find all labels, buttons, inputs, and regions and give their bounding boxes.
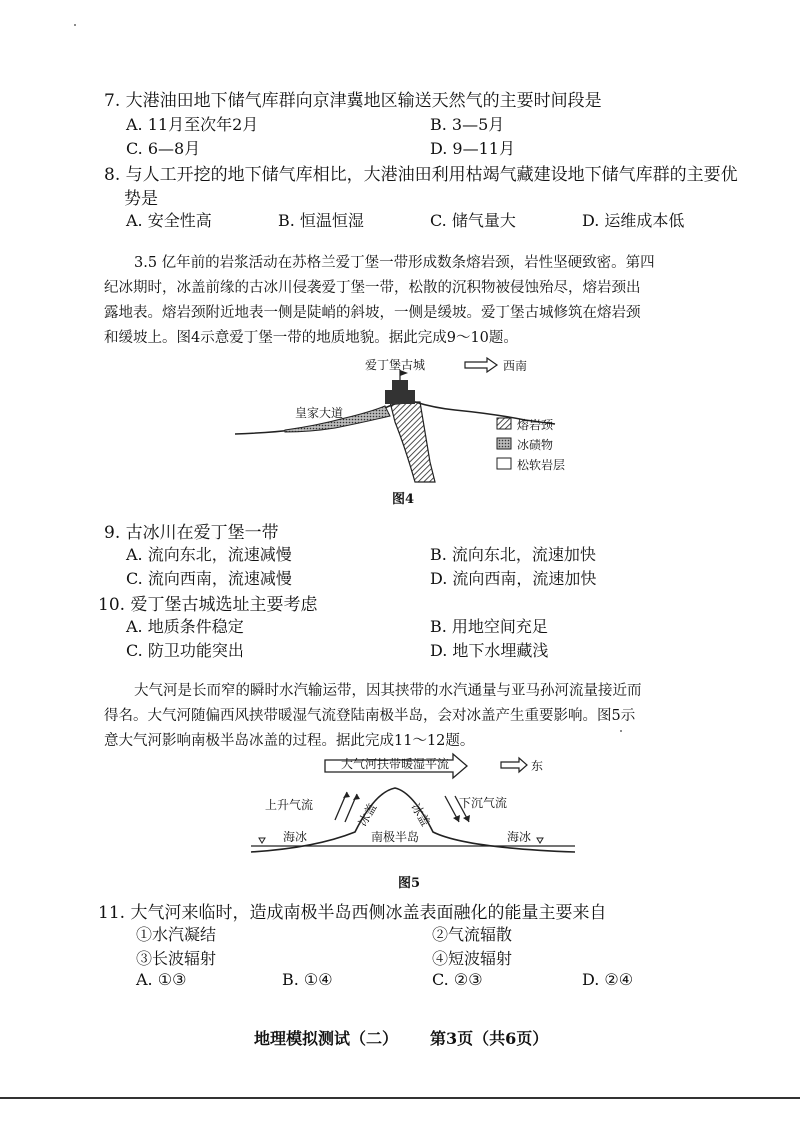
figure-5 [245, 752, 585, 872]
question-7-option-b[interactable]: B. 3—5月 [430, 115, 505, 134]
question-7-option-d[interactable]: D. 9—11月 [430, 139, 515, 158]
question-9-option-d[interactable]: D. 流向西南，流速加快 [430, 569, 597, 588]
east-arrow-icon [501, 758, 527, 772]
passage-2-line2: 得名。大气河随偏西风挟带暖湿气流登陆南极半岛，会对冰盖产生重要影响。图5示 [104, 708, 636, 724]
question-9-stem: 9. 古冰川在爱丁堡一带 [104, 523, 279, 543]
footer-page-number: 第3页（共6页） [430, 1029, 549, 1048]
scan-speck [620, 730, 622, 732]
figure-5-peninsula-label: 南极半岛 [371, 830, 420, 844]
figure-5-sea-ice-left-label: 海冰 [283, 830, 308, 844]
footer-subject: 地理模拟测试（二） [254, 1029, 399, 1048]
figure-5-caption: 图5 [398, 876, 421, 891]
question-8-option-a[interactable]: A. 安全性高 [126, 211, 212, 230]
question-8-stem-line1: 8. 与人工开挖的地下储气库相比，大港油田利用枯竭气藏建设地下储气库群的主要优 [104, 165, 738, 185]
question-11-stem: 11. 大气河来临时，造成南极半岛西侧冰盖表面融化的能量主要来自 [98, 903, 607, 923]
question-9-option-a[interactable]: A. 流向东北，流速减慢 [126, 545, 292, 564]
castle-tower [392, 380, 408, 392]
sea-ice-marker-right-icon [537, 838, 543, 843]
passage-1-line2: 纪冰期时，冰盖前缘的古冰川侵袭爱丁堡一带，松散的沉积物被侵蚀殆尽，熔岩颈出 [104, 280, 641, 296]
legend-moraine: 冰碛物 [517, 438, 554, 452]
question-11-item-4: ④短波辐射 [432, 949, 513, 968]
question-11-item-1: ①水汽凝结 [136, 925, 217, 944]
question-7-stem: 7. 大港油田地下储气库群向京津冀地区输送天然气的主要时间段是 [104, 91, 602, 111]
direction-arrow-icon [465, 358, 497, 372]
question-7-option-c[interactable]: C. 6—8月 [126, 139, 201, 158]
question-8-stem-line2: 势是 [124, 189, 158, 209]
figure-4-caption: 图4 [392, 492, 415, 507]
question-11-option-a[interactable]: A. ①③ [136, 970, 187, 989]
lava-neck [390, 402, 435, 482]
question-7-option-a[interactable]: A. 11月至次年2月 [126, 115, 259, 134]
passage-2-line3: 意大气河影响南极半岛冰盖的过程。据此完成11～12题。 [104, 733, 475, 749]
question-10-option-a[interactable]: A. 地质条件稳定 [126, 617, 244, 636]
passage-1-line4: 和缓坡上。图4示意爱丁堡一带的地质地貌。据此完成9～10题。 [104, 330, 518, 346]
question-8-option-d[interactable]: D. 运维成本低 [582, 211, 685, 230]
legend-swatch-moraine [497, 438, 511, 449]
sea-ice-marker-left-icon [259, 838, 265, 843]
question-11-item-3: ③长波辐射 [136, 949, 217, 968]
figure-4-direction-label: 西南 [503, 359, 528, 373]
castle-wall [385, 390, 415, 404]
question-9-option-c[interactable]: C. 流向西南，流速减慢 [126, 569, 292, 588]
question-9-option-b[interactable]: B. 流向东北，流速加快 [430, 545, 596, 564]
question-8-option-c[interactable]: C. 储气量大 [430, 211, 516, 230]
scan-speck [74, 24, 76, 26]
figure-4-road-label: 皇家大道 [295, 406, 344, 420]
question-10-stem: 10. 爱丁堡古城选址主要考虑 [98, 595, 318, 615]
figure-5-ice-left-label: 冰盖 [355, 800, 380, 829]
figure-5-ice-right-label: 冰盖 [408, 800, 433, 829]
question-8-option-b[interactable]: B. 恒温恒湿 [278, 211, 364, 230]
question-10-option-d[interactable]: D. 地下水埋藏浅 [430, 641, 549, 660]
figure-4 [225, 352, 585, 492]
question-11-item-2: ②气流辐散 [432, 925, 513, 944]
passage-1-line1: 3.5 亿年前的岩浆活动在苏格兰爱丁堡一带形成数条熔岩颈，岩性坚硬致密。第四 [134, 255, 655, 271]
figure-5-sea-ice-right-label: 海冰 [507, 830, 532, 844]
question-10-option-b[interactable]: B. 用地空间充足 [430, 617, 548, 636]
question-10-option-c[interactable]: C. 防卫功能突出 [126, 641, 244, 660]
figure-5-sinking-label: 下沉气流 [459, 796, 508, 810]
figure-5-rising-label: 上升气流 [265, 798, 314, 812]
figure-5-arrow-label: 大气河扶带暖湿平流 [341, 757, 450, 771]
figure-4-castle-label: 爱丁堡古城 [365, 358, 426, 372]
question-11-option-c[interactable]: C. ②③ [432, 970, 483, 989]
page-bottom-rule [0, 1097, 800, 1099]
figure-5-direction-label: 东 [531, 759, 544, 773]
question-11-option-b[interactable]: B. ①④ [282, 970, 333, 989]
legend-swatch-soft-rock [497, 458, 511, 469]
legend-lava-neck: 熔岩颈 [517, 418, 554, 432]
passage-1-line3: 露地表。熔岩颈附近地表一侧是陡峭的斜坡，一侧是缓坡。爱丁堡古城修筑在熔岩颈 [104, 305, 641, 321]
question-11-option-d[interactable]: D. ②④ [582, 970, 634, 989]
legend-soft-rock: 松软岩层 [517, 458, 566, 472]
legend-swatch-lava-neck [497, 418, 511, 429]
passage-2-line1: 大气河是长而窄的瞬时水汽输运带，因其挟带的水汽通量与亚马孙河流量接近而 [134, 683, 642, 699]
